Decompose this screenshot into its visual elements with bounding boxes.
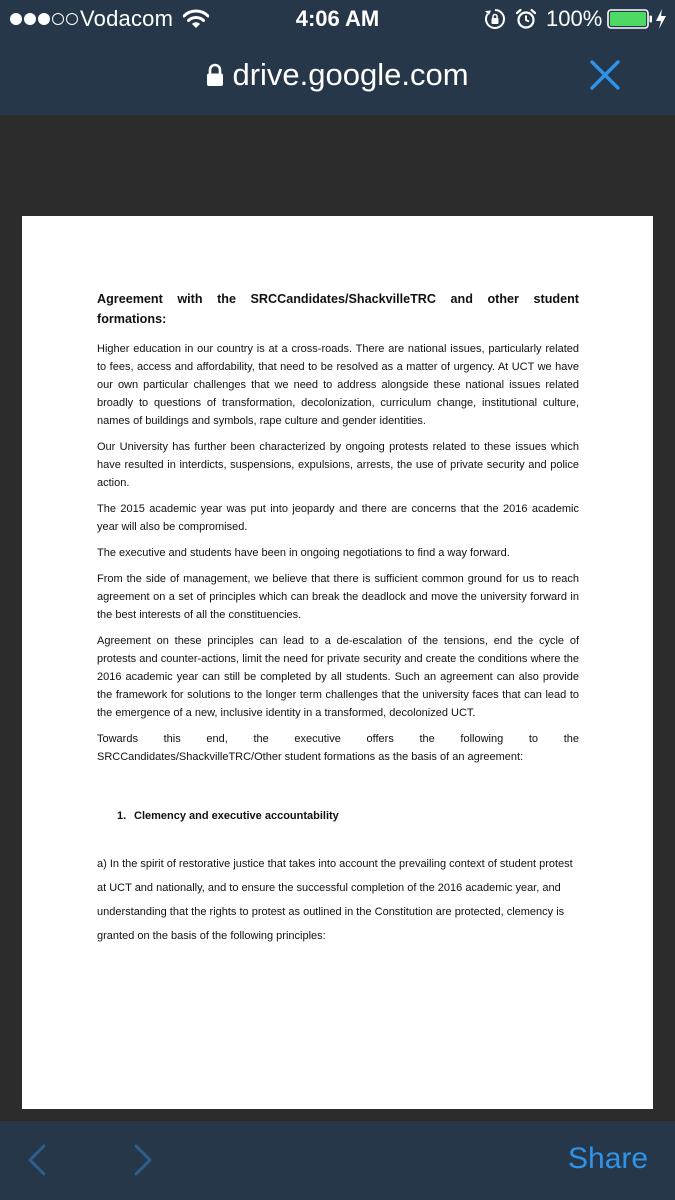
battery-icon	[607, 9, 653, 34]
paragraph-protests: Our University has further been characterized by ongoing protests related to these issues which have resulted in interdicts, suspensions, expulsions, arrests, the use of private security and police action.	[97, 441, 579, 489]
browser-top-bar	[0, 0, 675, 115]
bottom-toolbar	[0, 1121, 675, 1200]
forward-chevron-icon	[131, 1143, 155, 1177]
paragraph-common-ground: From the side of management, we believe that there is sufficient common ground for us to reach agreement on a set of principles which can break the deadlock and move the university forward in the best interests of all the constituencies.	[97, 573, 579, 621]
status-bar	[0, 0, 675, 38]
document-title: Agreement with the SRCCandidates/ShackvilleTRC and other student formations:	[97, 292, 579, 326]
document-page	[22, 216, 653, 1109]
share-button[interactable]: Share	[568, 1142, 649, 1175]
back-chevron-icon	[25, 1143, 49, 1177]
close-icon	[588, 58, 622, 92]
paragraph-towards-line-1: Towards this end, the executive offers the following to the	[97, 733, 579, 745]
section-heading	[117, 807, 579, 825]
forward-button[interactable]	[131, 1143, 155, 1182]
paragraph-towards-line-2: SRCCandidates/ShackvilleTRC/Other student formations as the basis of an agreement:	[97, 751, 524, 763]
url-domain: drive.google.com	[232, 57, 469, 92]
charging-bolt-icon	[655, 8, 667, 35]
status-time: 4:06 AM	[295, 6, 380, 31]
battery-percent: 100%	[546, 6, 603, 31]
section-number: 1.	[117, 810, 127, 822]
paragraph-de-escalation: Agreement on these principles can lead to a de-escalation of the tensions, end the cycle of protests and counter-actions, limit the need for private security and create the conditions where the 2016 academic year can still be completed by all students. Such an agreement can also provide the framework for solutions to the longer term challenges that the university faces that can lead to the emergence of a new, inclusive identity in a transformed, decolonized UCT.	[97, 635, 579, 719]
back-button[interactable]	[25, 1143, 49, 1182]
paragraph-academic-year: The 2015 academic year was put into jeopardy and there are concerns that the 2016 academic year will also be compromised.	[97, 503, 579, 533]
url-display[interactable]	[0, 57, 675, 95]
document-content	[97, 289, 579, 948]
rotation-lock-icon	[484, 8, 506, 35]
lock-icon	[206, 59, 224, 95]
paragraph-negotiations: The executive and students have been in ongoing negotiations to find a way forward.	[97, 547, 510, 559]
close-button[interactable]	[588, 58, 622, 92]
paragraph-cross-roads: Higher education in our country is at a cross-roads. There are national issues, particularly related to fees, access and affordability, that need to be resolved as a matter of urgency. At UCT we have our own particular challenges that we need to address alongside these national issues related broadly to questions of transformation, decolonization, curriculum change, institutional culture, names of buildings and symbols, rape culture and gender identities.	[97, 343, 579, 427]
url-bar	[0, 50, 675, 100]
section-title: Clemency and executive accountability	[134, 810, 339, 822]
clause-a: a) In the spirit of restorative justice that takes into account the prevailing context of student protest at UCT and nationally, and to ensure the successful completion of the 2016 academic year, and understanding that the rights to protest as outlined in the Constitution are protected, clemency is granted on the basis of the following principles:	[97, 858, 573, 942]
carrier-name: Vodacom	[80, 6, 174, 31]
alarm-icon	[515, 8, 537, 35]
